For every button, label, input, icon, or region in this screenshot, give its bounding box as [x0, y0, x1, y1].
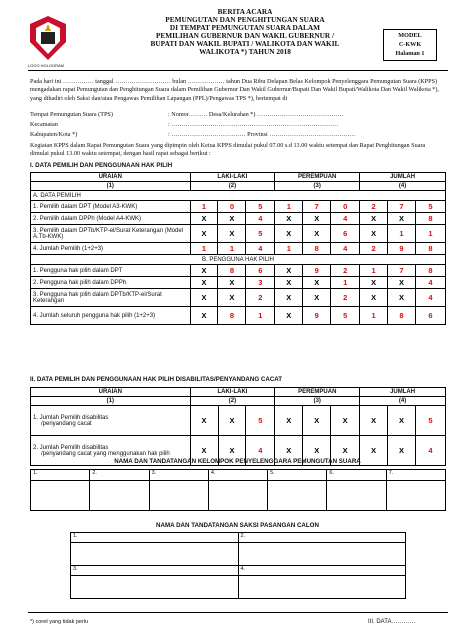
value-cell: X	[303, 213, 331, 225]
sig-col-label: 7.	[386, 470, 445, 481]
row-label: 1. Pengguna hak pilih dalam DPT	[31, 265, 191, 277]
section3-title: NAMA DAN TANDATANGAN KELOMPOK PENYELENGGARA PEMUNGUTAN SUARA	[114, 458, 361, 465]
kpu-logo-icon	[28, 14, 68, 62]
value-cell: X	[303, 225, 331, 243]
value-cell: 4	[246, 436, 275, 466]
table-row	[31, 289, 446, 307]
value-cell: 5	[415, 201, 445, 213]
group-b-label: B. PENGGUNA HAK PILIH	[31, 255, 446, 265]
col-header-uraian: URAIAN	[31, 388, 191, 397]
col-header-perempuan: PEREMPUAN	[275, 388, 360, 397]
sig-col-label: 3.	[149, 470, 208, 481]
col-header-perempuan: PEREMPUAN	[275, 173, 360, 182]
intro-paragraph: Pada hari ini …………… tanggal ……………………… bulan ……………… tahun Dua Ribu Delapan Belas Kelompok Penyelenggara Pemungutan Suara (KPPS) mengadakan rapat Pemungutan dan Penghitungan Suara dalam Pemilihan Gubernur Dan Wakil Gubernur/Bupati Dan Wakil Bupati/Walikota Dan Wakil Walikota *), yang dihadiri oleh Saksi dan/atau Pengawas Pemilihan Lapangan (PPL)/Pengawas TPS *), bertempat di	[30, 78, 439, 102]
value-cell: 2	[331, 265, 360, 277]
value-cell: 5	[246, 406, 275, 436]
value-cell: 1	[388, 225, 416, 243]
value-cell: X	[190, 307, 218, 325]
witness-slot: 2.	[238, 533, 406, 543]
witness-signature-table	[70, 532, 406, 599]
value-cell: 2	[246, 289, 275, 307]
value-cell: 1	[275, 201, 303, 213]
value-cell: 7	[388, 265, 416, 277]
value-cell: X	[388, 213, 416, 225]
kecamatan-label: Kecamatan	[30, 121, 58, 128]
table-row	[31, 213, 446, 225]
value-cell: X	[360, 225, 388, 243]
value-cell: 8	[415, 243, 445, 255]
value-cell: X	[360, 436, 388, 466]
value-cell: 5	[331, 307, 360, 325]
value-cell: 4	[331, 213, 360, 225]
value-cell: 2	[360, 201, 388, 213]
witness-slot: 4.	[238, 566, 406, 576]
value-cell: X	[218, 289, 246, 307]
value-cell: 8	[218, 265, 246, 277]
logo-caption: LOGO HOLOGRAM	[28, 63, 65, 68]
value-cell: X	[360, 289, 388, 307]
row-label: 1. Jumlah Pemilih disabilitas /penyandang cacat	[31, 406, 191, 436]
value-cell: 8	[218, 307, 246, 325]
value-cell: X	[388, 436, 416, 466]
value-cell: 4	[416, 436, 446, 466]
value-cell: 4	[415, 277, 445, 289]
footer-note: *) coret yang tidak perlu	[30, 619, 89, 625]
value-cell: 1	[360, 265, 388, 277]
col-num: (4)	[360, 182, 446, 191]
row-label: 1. Pemilih dalam DPT (Model A3-KWK)	[31, 201, 191, 213]
value-cell: 1	[360, 307, 388, 325]
value-cell: X	[190, 277, 218, 289]
value-cell: 3	[246, 277, 275, 289]
value-cell: X	[218, 213, 246, 225]
value-cell: X	[218, 406, 246, 436]
value-cell: 1	[190, 201, 218, 213]
sig-col-label: 1.	[31, 470, 90, 481]
value-cell: 1	[190, 243, 218, 255]
table-row	[31, 307, 446, 325]
value-cell: 8	[388, 307, 416, 325]
group-a-label: A. DATA PEMILIH	[31, 191, 446, 201]
value-cell: 7	[303, 201, 331, 213]
value-cell: 6	[415, 307, 445, 325]
value-cell: X	[275, 289, 303, 307]
value-cell: 8	[303, 243, 331, 255]
value-cell: X	[388, 406, 416, 436]
col-num: (3)	[275, 397, 360, 406]
value-cell: 1	[415, 225, 445, 243]
value-cell: X	[275, 225, 303, 243]
sig-col-label: 2.	[90, 470, 149, 481]
witness-slot: 3.	[71, 566, 239, 576]
table-row	[31, 225, 446, 243]
value-cell: X	[218, 436, 246, 466]
value-cell: X	[303, 277, 331, 289]
value-cell: 4	[246, 213, 275, 225]
row-label: 2. Jumlah Pemilih disabilitas /penyandang cacat yang menggunakan hak pilih	[31, 436, 191, 466]
value-cell: X	[190, 225, 218, 243]
value-cell: X	[218, 225, 246, 243]
section1-title: I. DATA PEMILIH DAN PENGGUNAAN HAK PILIH	[30, 162, 173, 169]
col-num: (4)	[360, 397, 446, 406]
value-cell: X	[275, 436, 303, 466]
row-label: 4. Jumlah Pemilih (1+2+3)	[31, 243, 191, 255]
col-num: (1)	[31, 397, 191, 406]
table-row	[31, 265, 446, 277]
value-cell: X	[388, 277, 416, 289]
kecamatan-value: : ………………………………………………………………………	[168, 121, 339, 128]
value-cell: 9	[303, 307, 331, 325]
value-cell: X	[275, 213, 303, 225]
value-cell: 7	[388, 201, 416, 213]
value-cell: X	[275, 406, 303, 436]
value-cell: X	[190, 436, 218, 466]
value-cell: X	[275, 307, 303, 325]
col-num: (1)	[31, 182, 191, 191]
value-cell: X	[360, 277, 388, 289]
value-cell: 8	[415, 265, 445, 277]
row-label: 2. Pengguna hak pilih dalam DPPh	[31, 277, 191, 289]
value-cell: 6	[331, 225, 360, 243]
disability-data-table	[30, 387, 446, 466]
value-cell: X	[275, 277, 303, 289]
value-cell: X	[388, 289, 416, 307]
value-cell: X	[218, 277, 246, 289]
table-row	[31, 201, 446, 213]
value-cell: X	[190, 289, 218, 307]
value-cell: 1	[275, 243, 303, 255]
value-cell: 9	[303, 265, 331, 277]
col-num: (2)	[190, 182, 275, 191]
row-label: 3. Pengguna hak pilih dalam DPTb/KTP-el/Surat Keterangan	[31, 289, 191, 307]
sig-col-label: 4.	[208, 470, 267, 481]
value-cell: X	[331, 436, 360, 466]
col-header-uraian: URAIAN	[31, 173, 191, 182]
section2-title: II. DATA PEMILIH DAN PENGGUNAAN HAK PILIH DISABILITAS/PENYANDANG CACAT	[30, 376, 283, 383]
value-cell: X	[190, 213, 218, 225]
document-title: BERITA ACARA PEMUNGUTAN DAN PENGHITUNGAN SUARA DI TEMPAT PEMUNGUTAN SUARA DALAM PEMILIHAN GUBERNUR DAN WAKIL GUBERNUR / BUPATI DAN WAKIL BUPATI / WALIKOTA DAN WAKIL WALIKOTA *) TAHUN 2018	[150, 7, 340, 56]
value-cell: 2	[331, 289, 360, 307]
value-cell: 5	[246, 225, 275, 243]
value-cell: X	[190, 265, 218, 277]
col-header-laki: LAKI-LAKI	[190, 173, 275, 182]
sig-col-label: 6.	[327, 470, 386, 481]
value-cell: X	[303, 436, 331, 466]
col-header-laki: LAKI-LAKI	[190, 388, 275, 397]
col-num: (3)	[275, 182, 360, 191]
witness-slot: 1.	[71, 533, 239, 543]
kabupaten-label: Kabupaten/Kota *)	[30, 131, 78, 138]
value-cell: 1	[331, 277, 360, 289]
table-row	[31, 406, 446, 436]
value-cell: X	[360, 406, 388, 436]
sig-col-label: 5.	[268, 470, 327, 481]
value-cell: 2	[360, 243, 388, 255]
value-cell: 1	[246, 307, 275, 325]
section4-title: NAMA DAN TANDATANGAN SAKSI PASANGAN CALON	[156, 522, 319, 529]
table-row	[31, 243, 446, 255]
value-cell: 6	[246, 265, 275, 277]
model-box: MODEL C-KWK Halaman 1	[383, 29, 437, 61]
kpps-signature-table	[30, 469, 446, 511]
value-cell: 5	[416, 406, 446, 436]
col-header-jumlah: JUMLAH	[360, 173, 446, 182]
value-cell: X	[303, 289, 331, 307]
row-label: 4. Jumlah seluruh pengguna hak pilih (1+2+3)	[31, 307, 191, 325]
value-cell: 4	[415, 289, 445, 307]
kabupaten-value: : ……………………………… Provinsi ……………………………………	[168, 131, 356, 138]
value-cell: 0	[218, 201, 246, 213]
value-cell: X	[331, 406, 360, 436]
value-cell: 4	[246, 243, 275, 255]
footer-divider	[28, 612, 448, 613]
col-num: (2)	[190, 397, 275, 406]
value-cell: X	[190, 406, 218, 436]
row-label: 2. Pemilih dalam DPPh (Model A4-KWK)	[31, 213, 191, 225]
value-cell: 9	[388, 243, 416, 255]
value-cell: 1	[218, 243, 246, 255]
row-label: 3. Pemilih dalam DPTb/KTP-el/Surat Keterangan (Model A.Tb-KWK)	[31, 225, 191, 243]
value-cell: X	[360, 213, 388, 225]
schedule-paragraph: Kegiatan KPPS dalam Rapat Pemungutan Suara yang dipimpin oleh Ketua KPPS dimulai pukul 07.00 s.d 13.00 waktu setempat dan Rapat Penghitungan Suara dimulai pukul 13.00 waktu setempat, dengan hasil rapat sebagai berikut :	[30, 142, 426, 158]
value-cell: X	[275, 265, 303, 277]
footer-data-label: III. DATA…………	[368, 619, 416, 625]
tps-label: Tempat Pemungutan Suara (TPS)	[30, 111, 113, 118]
value-cell: 8	[415, 213, 445, 225]
value-cell: 4	[331, 243, 360, 255]
value-cell: 0	[331, 201, 360, 213]
voter-data-table	[30, 172, 446, 325]
header-divider	[28, 70, 448, 71]
value-cell: 5	[246, 201, 275, 213]
table-row	[31, 277, 446, 289]
value-cell: X	[303, 406, 331, 436]
col-header-jumlah: JUMLAH	[360, 388, 446, 397]
tps-value: : Nomor……… Desa/Kelurahan *) ……………………………………	[168, 111, 344, 118]
